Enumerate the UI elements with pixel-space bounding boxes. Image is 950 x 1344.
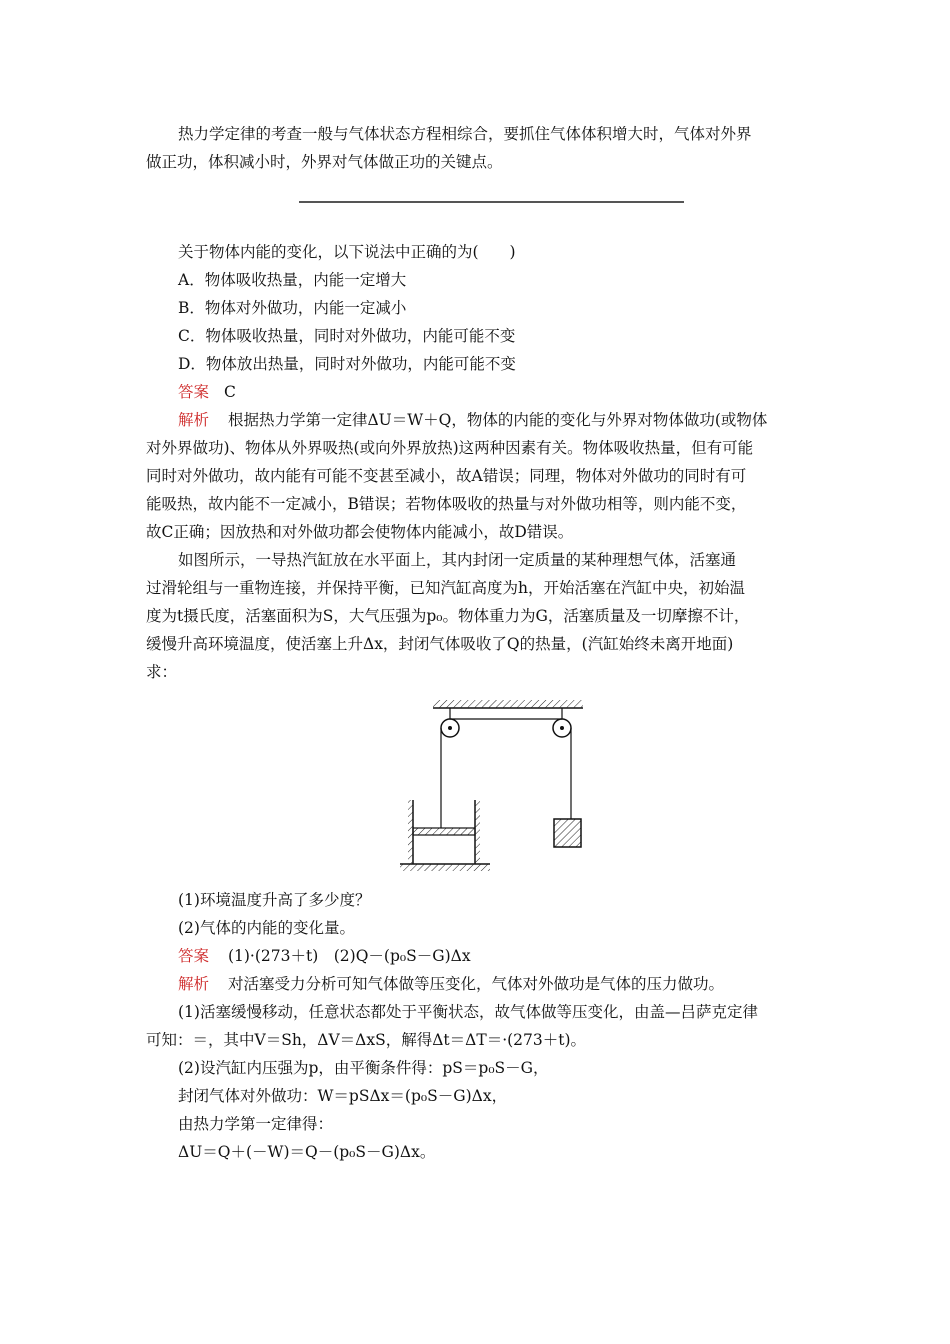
option-c: C．物体吸收热量，同时对外做功，内能可能不变 — [178, 327, 516, 345]
analysis-text: (1)活塞缓慢移动，任意状态都处于平衡状态，故气体做等压变化，由盖—吕萨克定律 — [178, 1003, 758, 1021]
section-divider — [299, 201, 684, 203]
analysis-text: (2)设汽缸内压强为p，由平衡条件得：pS＝p₀S－G， — [178, 1059, 549, 1077]
analysis-line — [178, 406, 842, 434]
answer-value: C — [223, 383, 236, 401]
sub-question-1: (1)环境温度升高了多少度？ — [178, 891, 371, 909]
piston — [413, 828, 475, 835]
question-stem: 过滑轮组与一重物连接，并保持平衡，已知汽缸高度为h，开始活塞在汽缸中央，初始温 — [146, 579, 745, 597]
analysis-text: 对外界做功)、物体从外界吸热(或向外界放热)这两种因素有关。物体吸收热量，但有可能 — [146, 439, 754, 457]
answer-line — [178, 378, 842, 406]
option-a: A．物体吸收热量，内能一定增大 — [178, 271, 407, 289]
analysis-label: 解析 — [178, 411, 210, 429]
answer-label: 答案 — [178, 383, 210, 401]
analysis-text: 封闭气体对外做功：W＝pSΔx＝(p₀S－G)Δx， — [178, 1087, 508, 1105]
pulley-cylinder-figure — [395, 688, 595, 884]
left-pulley — [441, 708, 459, 737]
question-stem: 求： — [146, 663, 178, 681]
analysis-text: 对活塞受力分析可知气体做等压变化，气体对外做功是气体的压力做功。 — [227, 975, 724, 993]
option-b: B．物体对外做功，内能一定减小 — [178, 299, 407, 317]
analysis-text: 故C正确；因放热和对外做功都会使物体内能减小，故D错误。 — [146, 523, 574, 541]
hanging-weight — [554, 819, 581, 847]
right-pulley — [553, 708, 571, 737]
ground — [400, 864, 490, 871]
analysis-text: 能吸热，故内能不一定减小，B错误；若物体吸收的热量与对外做功相等，则内能不变， — [146, 495, 747, 513]
analysis-line — [178, 970, 842, 998]
intro-line: 做正功，体积减小时，外界对气体做正功的关键点。 — [146, 153, 503, 171]
analysis-text: 同时对外做功，故内能有可能不变甚至减小，故A错误；同理，物体对外做功的同时有可 — [146, 467, 747, 485]
question-stem: 关于物体内能的变化，以下说法中正确的为( ) — [178, 243, 516, 261]
analysis-text: 由热力学第一定律得： — [178, 1115, 334, 1133]
analysis-text: 可知：＝，其中V＝Sh，ΔV＝ΔxS，解得Δt＝ΔT＝·(273＋t)。 — [146, 1031, 587, 1049]
option-d: D．物体放出热量，同时对外做功，内能可能不变 — [178, 355, 516, 373]
answer-line — [178, 942, 842, 970]
rope — [441, 719, 571, 828]
answer-value: (1)·(273＋t) (2)Q－(p₀S－G)Δx — [227, 947, 471, 965]
intro-line: 热力学定律的考查一般与气体状态方程相综合，要抓住气体体积增大时，气体对外界 — [178, 125, 752, 143]
answer-label: 答案 — [178, 947, 210, 965]
sub-question-2: (2)气体的内能的变化量。 — [178, 919, 355, 937]
question-stem: 如图所示，一导热汽缸放在水平面上，其内封闭一定质量的某种理想气体，活塞通 — [178, 551, 737, 569]
analysis-text: 根据热力学第一定律ΔU＝W＋Q，物体的内能的变化与外界对物体做功(或物体 — [227, 411, 768, 429]
ceiling — [433, 700, 583, 708]
analysis-text: ΔU＝Q＋(－W)＝Q－(p₀S－G)Δx。 — [178, 1143, 436, 1161]
question-stem: 度为t摄氏度，活塞面积为S，大气压强为p₀。物体重力为G，活塞质量及一切摩擦不计， — [146, 607, 750, 625]
question-stem: 缓慢升高环境温度，使活塞上升Δx，封闭气体吸收了Q的热量，(汽缸始终未离开地面) — [146, 635, 734, 653]
analysis-label: 解析 — [178, 975, 210, 993]
